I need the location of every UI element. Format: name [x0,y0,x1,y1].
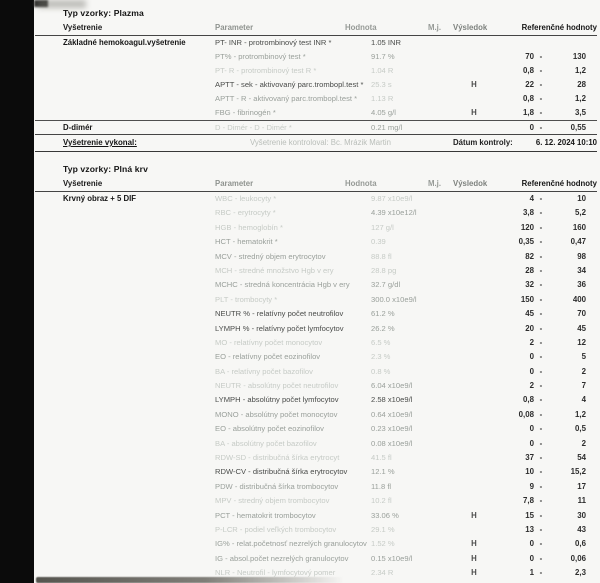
table-row [35,365,597,379]
table-row [35,393,597,407]
ref-high: 0,06 [570,553,586,563]
ref-high: 0,6 [575,539,586,549]
ref-low: 13 [525,524,534,534]
table-row [35,451,597,465]
ref-high: 43 [577,524,586,534]
ref-dash: - [539,352,543,362]
ref-dash: - [539,539,543,549]
ref-high: 12 [577,337,586,347]
ref-high: 98 [577,251,586,261]
ref-high: 54 [577,453,586,463]
ref-high: 11 [577,496,586,506]
ref-low: 10 [525,467,534,477]
table-row [35,36,597,50]
value-cell: 25.3 s [371,80,392,89]
ref-dash: - [539,337,543,347]
table-row [35,322,597,336]
ref-low: 0,8 [523,94,534,103]
ref-low: 0 [529,123,534,132]
ref-dash: - [539,94,543,103]
ref-low: 2 [529,381,534,391]
exam-cell: Základné hemokoagul.vyšetrenie [63,38,186,47]
parameter-cell: PLT - trombocyty * [215,294,278,304]
exam-cell: Krvný obraz + 5 DIF [63,194,137,203]
ref-dash: - [539,524,543,534]
ref-high: 0,47 [570,237,586,247]
table-row [35,78,597,92]
table-row [35,336,597,350]
ref-dash: - [539,108,543,117]
value-cell: 88.8 fl [371,251,392,261]
parameter-cell: RBC - erytrocyty * [215,208,276,218]
parameter-cell: PT- R - protrombinový test R * [215,66,317,75]
parameter-cell: NEUTR % - relatívny počet neutrofilov [215,309,344,319]
value-cell: 4.05 g/l [371,108,396,117]
ref-high: 0,5 [575,424,586,434]
parameter-cell: APTT - R - aktivovaný parc.trombopl.test * [215,94,358,103]
parameter-cell: HCT - hematokrit * [215,237,278,247]
value-cell: 0.64 x10e9/l [371,409,413,419]
ref-dash: - [539,481,543,491]
value-cell: 1.05 INR [371,38,401,47]
ref-dash: - [539,280,543,290]
ref-high: 4 [581,395,586,405]
value-cell: 32.7 g/dl [371,280,401,290]
ref-dash: - [539,366,543,376]
table-row [35,50,597,64]
verification-row [35,134,597,152]
parameter-cell: EO - absolútny počet eozinofilov [215,424,324,434]
ref-low: 32 [525,280,534,290]
parameter-cell: PCT - hematokrit trombocytov [215,510,316,520]
value-cell: 1.04 R [371,66,394,75]
parameter-cell: BA - absolútny počet bazofilov [215,438,317,448]
check-date-value: 6. 12. 2024 10:10 [535,138,597,147]
table-row [35,480,597,494]
table-row [35,192,597,206]
table-header [35,22,597,36]
parameter-cell: MCV - stredný objem erytrocytov [215,251,326,261]
ref-low: 0,8 [523,395,534,405]
sample-type-title: Typ vzorky: Plná krv [63,164,148,174]
result-flag: H [471,510,477,520]
ref-low: 150 [520,294,534,304]
table-row [35,221,597,235]
result-rows [35,36,597,135]
ref-dash: - [539,323,543,333]
value-cell: 10.2 fl [371,496,392,506]
ref-high: 36 [577,280,586,290]
ref-low: 45 [525,309,534,319]
ref-dash: - [539,496,543,506]
table-row [35,64,597,78]
value-cell: 6.04 x10e9/l [371,381,413,391]
value-cell: 300.0 x10e9/l [371,294,417,304]
column-header-exam: Vyšetrenie [63,23,103,32]
ref-low: 70 [525,52,534,61]
ref-low: 9 [529,481,534,491]
ref-dash: - [539,52,543,61]
ref-low: 0,08 [518,409,534,419]
table-row [35,422,597,436]
ref-high: 5,2 [575,208,586,218]
value-cell: 2.34 R [371,568,394,578]
table-row [35,92,597,106]
ref-low: 0,8 [523,66,534,75]
value-cell: 12.1 % [371,467,395,477]
parameter-cell: PT- INR - protrombinový test INR * [215,38,332,47]
ref-high: 7 [581,381,586,391]
ref-dash: - [539,438,543,448]
table-row [35,264,597,278]
ref-dash: - [539,467,543,477]
ref-low: 20 [525,323,534,333]
column-header-ref: Referenčné hodnoty [521,23,597,32]
ref-low: 3,8 [523,208,534,218]
parameter-cell: NLR - Neutrofil - lymfocytový pomer [215,568,336,578]
ref-high: 1,2 [575,409,586,419]
column-header-param: Parameter [215,23,254,32]
ref-dash: - [539,553,543,563]
parameter-cell: MPV - stredný objem trombocytov [215,496,330,506]
ref-low: 1 [529,568,534,578]
parameter-cell: IG% - relat.početnosť nezrelých granulocytov [215,539,367,549]
table-row [35,293,597,307]
ref-dash: - [539,568,543,578]
value-cell: 33.06 % [371,510,399,520]
value-cell: 2.3 % [371,352,391,362]
table-row [35,206,597,220]
value-cell: 26.2 % [371,323,395,333]
parameter-cell: MO - relatívny počet monocytov [215,337,323,347]
ref-low: 0 [529,366,534,376]
ref-high: 15,2 [570,467,586,477]
value-cell: 28.8 pg [371,265,397,275]
ref-dash: - [539,381,543,391]
parameter-cell: FBG - fibrinogén * [215,108,276,117]
scan-bottom-shadow [36,577,344,583]
value-cell: 0.23 x10e9/l [371,424,413,434]
value-cell: 61.2 % [371,309,395,319]
ref-low: 7,8 [523,496,534,506]
column-header-value: Hodnota [345,179,377,188]
table-row [35,465,597,479]
ref-low: 4 [529,194,534,203]
parameter-cell: IG - absol.počet nezrelých granulocytov [215,553,349,563]
table-row [35,537,597,551]
ref-high: 2,3 [575,568,586,578]
result-flag: H [471,80,477,89]
parameter-cell: EO - relatívny počet eozinofilov [215,352,321,362]
ref-high: 28 [577,80,586,89]
value-cell: 1.13 R [371,94,394,103]
performed-by-label: Vyšetrenie vykonal: [63,138,137,147]
parameter-cell: PT% - protrombinový test * [215,52,306,61]
table-header [35,178,597,192]
ref-dash: - [539,194,543,203]
value-cell: 2.58 x10e9/l [371,395,413,405]
parameter-cell: LYMPH % - relatívny počet lymfocytov [215,323,344,333]
ref-high: 30 [577,510,586,520]
value-cell: 29.1 % [371,524,395,534]
value-cell: 0.8 % [371,366,391,376]
parameter-cell: BA - relatívny počet bazofilov [215,366,313,376]
ref-low: 0 [529,352,534,362]
result-flag: H [471,108,477,117]
result-flag: H [471,568,477,578]
value-cell: 0.21 mg/l [371,123,403,132]
check-date-label: Dátum kontroly: [453,138,513,147]
parameter-cell: RDW-CV - distribučná šírka erytrocytov [215,467,348,477]
table-row [35,278,597,292]
table-row [35,379,597,393]
sample-type-title: Typ vzorky: Plazma [63,8,144,18]
table-row [35,250,597,264]
report-page [35,0,597,583]
ref-dash: - [539,237,543,247]
ref-dash: - [539,424,543,434]
table-row [35,350,597,364]
value-cell: 91.7 % [371,52,395,61]
ref-high: 160 [572,222,586,232]
scan-edge-black-bar [0,0,34,583]
table-row [35,437,597,451]
parameter-cell: PDW - distribučná šírka trombocytov [215,481,339,491]
exam-cell: D-dimér [63,123,93,132]
table-row [35,106,597,120]
value-cell: 11.8 fl [371,481,392,491]
ref-high: 1,2 [575,66,586,75]
value-cell: 0.08 x10e9/l [371,438,413,448]
ref-low: 0,35 [518,237,534,247]
result-rows [35,192,597,581]
ref-high: 3,5 [575,108,586,117]
ref-dash: - [539,208,543,218]
ref-high: 10 [577,194,586,203]
ref-dash: - [539,251,543,261]
parameter-cell: MONO - absolútny počet monocytov [215,409,338,419]
ref-low: 120 [520,222,534,232]
ref-high: 2 [581,438,586,448]
table-row [35,235,597,249]
ref-dash: - [539,395,543,405]
ref-low: 1,8 [523,108,534,117]
ref-high: 1,2 [575,94,586,103]
ref-low: 22 [525,80,534,89]
ref-low: 2 [529,337,534,347]
ref-dash: - [539,80,543,89]
table-row [35,307,597,321]
value-cell: 1.52 % [371,539,395,549]
parameter-cell: MCH - stredné množstvo Hgb v ery [215,265,334,275]
value-cell: 4.39 x10e12/l [371,208,417,218]
value-cell: 0.39 [371,237,386,247]
value-cell: 0.15 x10e9/l [371,553,413,563]
column-header-value: Hodnota [345,23,377,32]
result-flag: H [471,553,477,563]
table-row [35,120,597,135]
ref-dash: - [539,123,543,132]
ref-low: 0 [529,539,534,549]
parameter-cell: MCHC - stredná koncentrácia Hgb v ery [215,280,350,290]
ref-dash: - [539,309,543,319]
ref-low: 0 [529,424,534,434]
table-row [35,552,597,566]
value-cell: 41.5 fl [371,453,392,463]
parameter-cell: RDW-SD - distribučná šírka erytrocyt [215,453,340,463]
column-header-unit: M.j. [428,23,441,32]
parameter-cell: WBC - leukocyty * [215,194,277,203]
ref-low: 82 [525,251,534,261]
ref-high: 5 [581,352,586,362]
ref-high: 45 [577,323,586,333]
column-header-exam: Vyšetrenie [63,179,103,188]
column-header-result: Výsledok [453,23,488,32]
ref-low: 28 [525,265,534,275]
ref-dash: - [539,265,543,275]
ref-high: 0,55 [570,123,586,132]
table-row [35,509,597,523]
column-header-ref: Referenčné hodnoty [521,179,597,188]
parameter-cell: P-LCR - podiel veľkých trombocytov [215,524,337,534]
parameter-cell: LYMPH - absolútny počet lymfocytov [215,395,339,405]
ref-dash: - [539,453,543,463]
ref-high: 400 [572,294,586,304]
result-flag: H [471,539,477,549]
table-row [35,494,597,508]
ref-high: 17 [577,481,586,491]
ref-high: 130 [572,52,586,61]
table-row [35,523,597,537]
ref-high: 70 [577,309,586,319]
ref-dash: - [539,510,543,520]
ref-low: 0 [529,438,534,448]
parameter-cell: D - Dimér - D - Dimér * [215,123,292,132]
checked-by-text: Vyšetrenie kontroloval: Bc. Mrázik Martin [250,138,391,147]
ref-high: 2 [581,366,586,376]
value-cell: 6.5 % [371,337,391,347]
ref-dash: - [539,294,543,304]
parameter-cell: NEUTR - absolútny počet neutrofilov [215,381,339,391]
ref-low: 0 [529,553,534,563]
column-header-unit: M.j. [428,179,441,188]
table-row [35,408,597,422]
parameter-cell: APTT - sek - aktivovaný parc.trombopl.test * [215,80,364,89]
ref-low: 37 [525,453,534,463]
column-header-result: Výsledok [453,179,488,188]
parameter-cell: HGB - hemoglobín * [215,222,283,232]
ref-low: 15 [525,510,534,520]
ref-dash: - [539,222,543,232]
value-cell: 9.87 x10e9/l [371,194,413,203]
column-header-param: Parameter [215,179,254,188]
ref-high: 34 [577,265,586,275]
value-cell: 127 g/l [371,222,394,232]
ref-dash: - [539,409,543,419]
ref-dash: - [539,66,543,75]
